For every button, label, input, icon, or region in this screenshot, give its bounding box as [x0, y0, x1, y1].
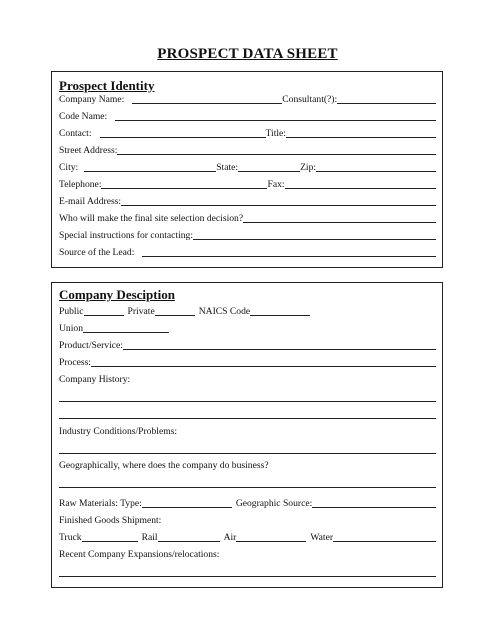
- geo-business-label: Geographically, where does the company do business?: [59, 460, 269, 471]
- air-label: Air: [223, 532, 237, 543]
- zip-field[interactable]: [316, 162, 436, 172]
- process-field[interactable]: [91, 357, 436, 367]
- product-row: [59, 338, 436, 351]
- city-label: City:: [59, 162, 79, 173]
- company-name-label: Company Name:: [59, 94, 125, 105]
- page-title: PROSPECT DATA SHEET: [157, 46, 338, 62]
- truck-label: Truck: [59, 532, 82, 543]
- company-name-row: [59, 92, 436, 105]
- raw-type-label: Raw Materials: Type:: [59, 498, 142, 509]
- product-label: Product/Service:: [59, 340, 123, 351]
- title-label: Title:: [265, 128, 286, 139]
- public-field[interactable]: [84, 306, 124, 316]
- section-heading: Prospect Identity: [59, 78, 155, 93]
- process-label: Process:: [59, 357, 91, 368]
- state-field[interactable]: [238, 162, 300, 172]
- source-row: [59, 245, 436, 258]
- consultant-field[interactable]: [337, 94, 436, 104]
- public-label: Public: [59, 306, 84, 317]
- ownership-row: [59, 304, 436, 317]
- product-field[interactable]: [123, 340, 436, 350]
- fax-label: Fax:: [267, 179, 285, 190]
- email-field[interactable]: [121, 196, 436, 206]
- decision-field[interactable]: [243, 213, 436, 223]
- fax-field[interactable]: [285, 179, 436, 189]
- zip-label: Zip:: [300, 162, 317, 173]
- street-field[interactable]: [117, 145, 436, 155]
- email-label: E-mail Address:: [59, 196, 122, 207]
- industry-label: Industry Conditions/Problems:: [59, 426, 178, 437]
- prospect-identity-section: [51, 71, 443, 268]
- state-label: State:: [216, 162, 239, 173]
- union-row: [59, 321, 436, 334]
- geo-source-label: Geographic Source:: [235, 498, 313, 509]
- decision-label: Who will make the final site selection decision?: [59, 213, 244, 224]
- company-description-section: [51, 282, 443, 588]
- raw-materials-row: [59, 496, 436, 509]
- naics-field[interactable]: [250, 306, 310, 316]
- history-row: [59, 372, 436, 385]
- finished-goods-label: Finished Goods Shipment:: [59, 515, 162, 526]
- telephone-label: Telephone:: [59, 179, 102, 190]
- geo-source-field[interactable]: [312, 498, 436, 508]
- private-field[interactable]: [155, 306, 195, 316]
- section-heading: Company Desciption: [59, 287, 175, 302]
- street-label: Street Address:: [59, 145, 118, 156]
- special-instructions-row: [59, 228, 436, 241]
- history-line-1[interactable]: [59, 401, 436, 402]
- contact-label: Contact:: [59, 128, 92, 139]
- source-label: Source of the Lead:: [59, 247, 135, 258]
- history-line-2[interactable]: [59, 418, 436, 419]
- geo-business-row: [59, 458, 436, 471]
- street-row: [59, 143, 436, 156]
- contact-field[interactable]: [100, 128, 266, 138]
- special-instructions-field[interactable]: [193, 230, 436, 240]
- decision-row: [59, 211, 436, 224]
- rail-field[interactable]: [158, 532, 220, 542]
- naics-label: NAICS Code: [198, 306, 251, 317]
- expansions-line[interactable]: [59, 576, 436, 577]
- source-field[interactable]: [142, 247, 436, 257]
- private-label: Private: [127, 306, 155, 317]
- telephone-field[interactable]: [101, 179, 267, 189]
- expansions-row: [59, 547, 436, 560]
- union-label: Union: [59, 323, 83, 334]
- city-row: [59, 160, 436, 173]
- raw-type-field[interactable]: [142, 498, 232, 508]
- rail-label: Rail: [141, 532, 158, 543]
- water-label: Water: [310, 532, 334, 543]
- history-label: Company History:: [59, 374, 131, 385]
- expansions-label: Recent Company Expansions/relocations:: [59, 549, 220, 560]
- city-field[interactable]: [84, 162, 216, 172]
- process-row: [59, 355, 436, 368]
- telephone-row: [59, 177, 436, 190]
- special-instructions-label: Special instructions for contacting:: [59, 230, 194, 241]
- code-name-field[interactable]: [115, 111, 436, 121]
- shipment-row: [59, 530, 436, 543]
- industry-row: [59, 424, 436, 437]
- union-field[interactable]: [83, 323, 169, 333]
- company-name-field[interactable]: [132, 94, 282, 104]
- consultant-label: Consultant(?):: [282, 94, 338, 105]
- geo-business-line[interactable]: [59, 487, 436, 488]
- industry-line[interactable]: [59, 453, 436, 454]
- water-field[interactable]: [333, 532, 436, 542]
- code-name-label: Code Name:: [59, 111, 108, 122]
- contact-row: [59, 126, 436, 139]
- truck-field[interactable]: [82, 532, 138, 542]
- air-field[interactable]: [236, 532, 306, 542]
- email-row: [59, 194, 436, 207]
- title-field[interactable]: [286, 128, 436, 138]
- finished-goods-row: [59, 513, 436, 526]
- code-name-row: [59, 109, 436, 122]
